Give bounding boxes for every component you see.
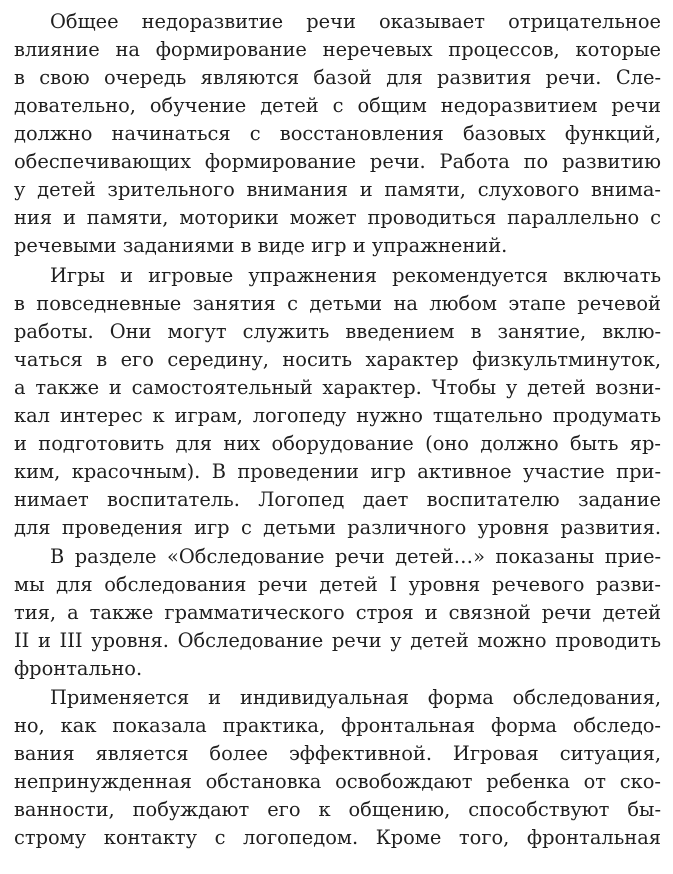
text-line: строму контакту с логопедом. Кроме того, фронтальная <box>14 826 661 849</box>
text-line: II и III уровня. Обследование речи у детей можно проводить <box>14 629 661 652</box>
text-line: чаться в его середину, носить характер физкультминуток, <box>14 348 661 371</box>
text-line: для проведения игр с детьми различного уровня развития. <box>14 516 661 539</box>
text-line: довательно, обучение детей с общим недоразвитием речи <box>14 94 661 117</box>
text-line: Игры и игровые упражнения рекомендуется включать <box>50 264 661 287</box>
text-line: Общее недоразвитие речи оказывает отрицательное <box>50 10 661 33</box>
text-line: обеспечивающих формирование речи. Работа по развитию <box>14 150 661 173</box>
text-line: тия, а также грамматического строя и связной речи детей <box>14 601 661 624</box>
text-line: В разделе «Обследование речи детей…» показаны прие- <box>50 545 661 568</box>
text-line: вания является более эффективной. Игровая ситуация, <box>14 742 661 765</box>
text-line: должно начинаться с восстановления базовых функций, <box>14 122 661 145</box>
text-line: Применяется и индивидуальная форма обследования, <box>50 686 661 709</box>
text-line: в свою очередь являются базой для развития речи. Сле- <box>14 66 661 89</box>
text-line: в повседневные занятия с детьми на любом этапе речевой <box>14 292 661 315</box>
text-line: но, как показала практика, фронтальная форма обследо- <box>14 714 661 737</box>
text-line: фронтально. <box>14 657 143 680</box>
text-line: мы для обследования речи детей I уровня речевого разви- <box>14 573 661 596</box>
text-line: непринужденная обстановка освобождают ребенка от ско- <box>14 770 661 793</box>
text-line: работы. Они могут служить введением в занятие, вклю- <box>14 320 661 343</box>
text-line: ванности, побуждают его к общению, способствуют бы- <box>14 798 661 821</box>
text-line: речевыми заданиями в виде игр и упражнений. <box>14 234 508 257</box>
text-line: ния и памяти, моторики может проводиться параллельно с <box>14 206 661 229</box>
text-line: у детей зрительного внимания и памяти, слухового внима- <box>14 178 661 201</box>
text-line: а также и самостоятельный характер. Чтобы у детей возни- <box>14 376 661 399</box>
text-line: влияние на формирование неречевых процессов, которые <box>14 38 661 61</box>
text-line: ким, красочным). В проведении игр активное участие при- <box>14 460 661 483</box>
text-line: нимает воспитатель. Логопед дает воспитателю задание <box>14 488 661 511</box>
text-line: кал интерес к играм, логопеду нужно тщательно продумать <box>14 404 661 427</box>
text-line: и подготовить для них оборудование (оно должно быть яр- <box>14 432 661 455</box>
